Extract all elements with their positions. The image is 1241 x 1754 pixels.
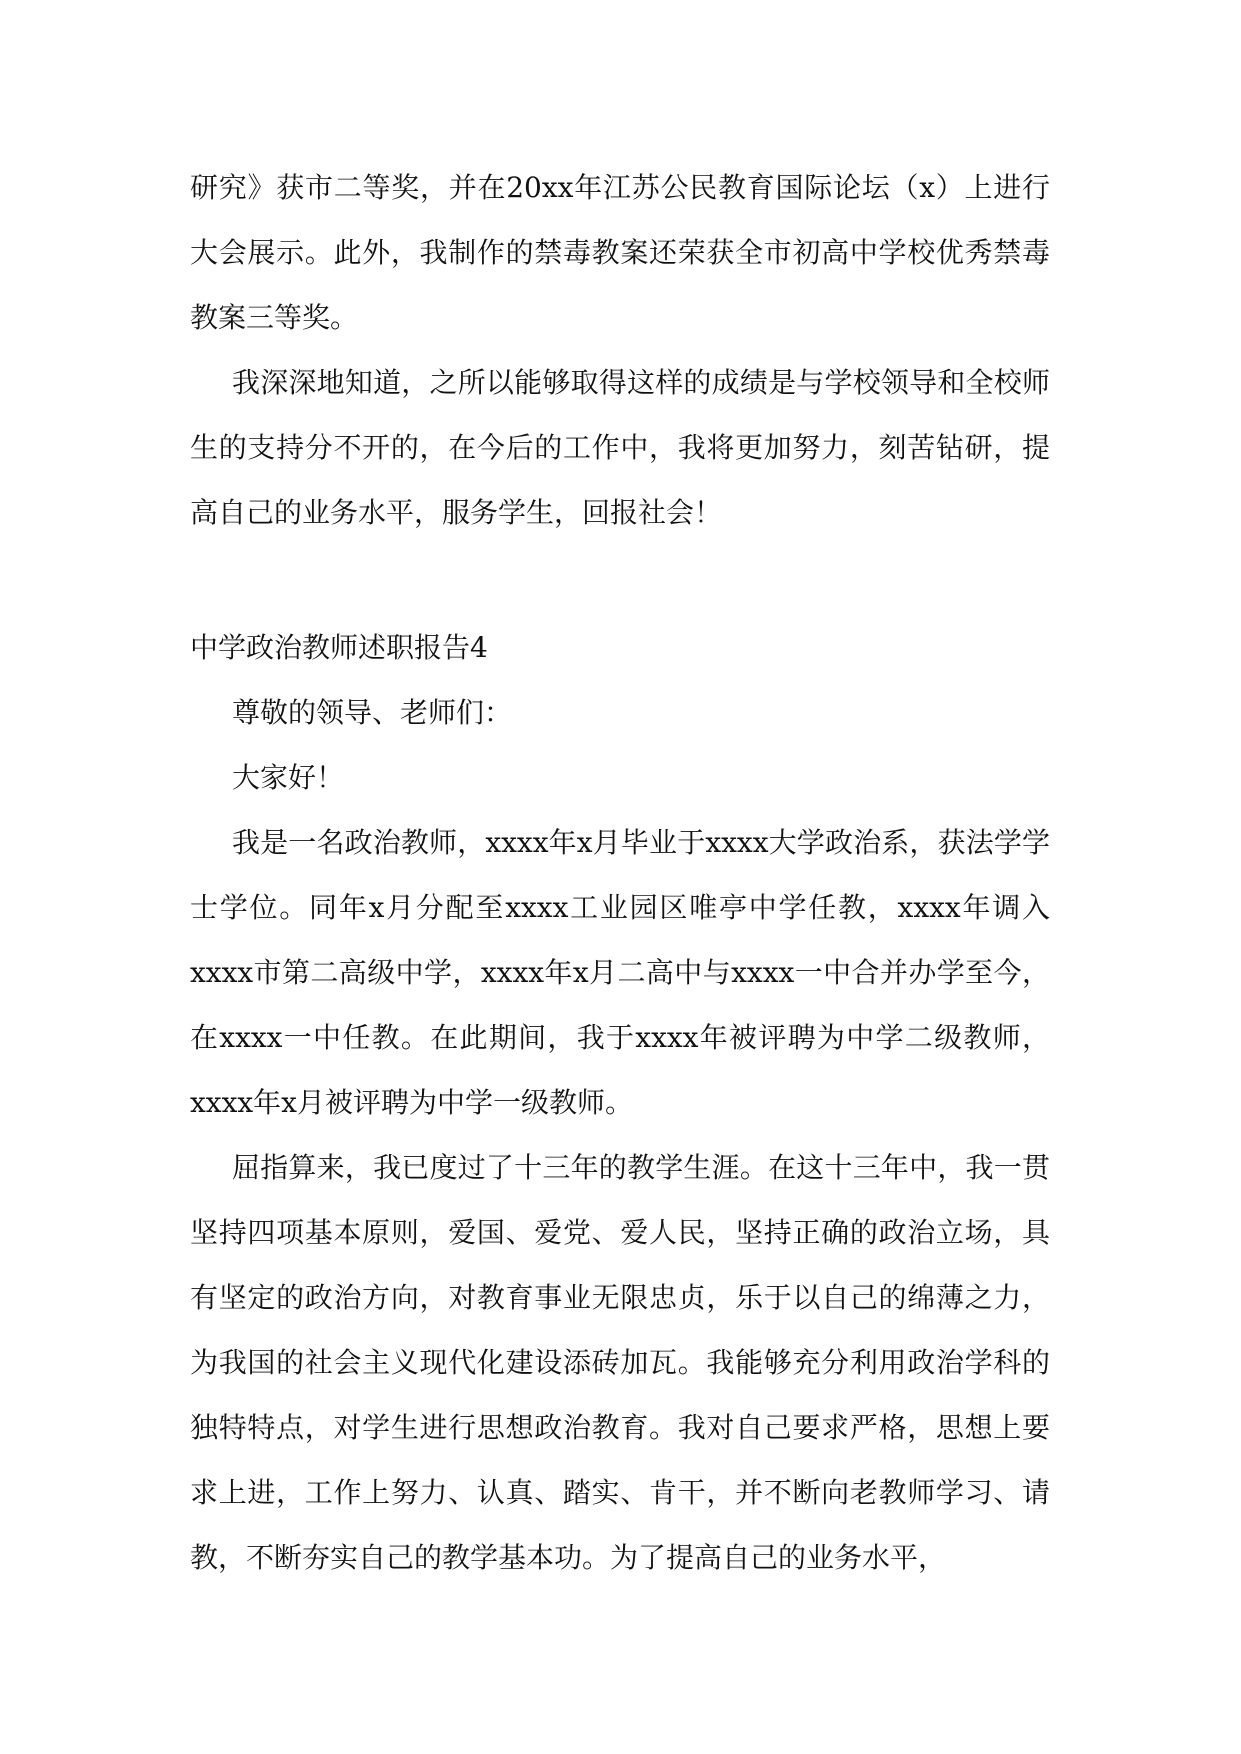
section-spacer: [190, 545, 1050, 615]
section-heading: 中学政治教师述职报告4: [190, 631, 488, 664]
paragraph-award-continuation: 研究》获市二等奖，并在20xx年江苏公民教育国际论坛（x）上进行大会展示。此外，我制作的禁毒教案还荣获全市初高中学校优秀禁毒教案三等奖。: [190, 171, 1050, 334]
document-body: [190, 155, 1050, 1590]
paragraph-career: 屈指算来，我已度过了十三年的教学生涯。在这十三年中，我一贯坚持四项基本原则，爱国、爱党、爱人民，坚持正确的政治立场，具有坚定的政治方向，对教育事业无限忠贞，乐于以自己的绵薄之力，为我国的社会主义现代化建设添砖加瓦。我能够充分利用政治学科的独特特点，对学生进行思想政治教育。我对自己要求严格，思想上要求上进，工作上努力、认真、踏实、肯干，并不断向老教师学习、请教，不断夯实自己的教学基本功。为了提高自己的业务水平，: [190, 1151, 1050, 1574]
greeting-line: 大家好！: [232, 761, 345, 794]
salutation-line: 尊敬的领导、老师们：: [232, 696, 513, 729]
paragraph-gratitude: 我深深地知道，之所以能够取得这样的成绩是与学校领导和全校师生的支持分不开的，在今后的工作中，我将更加努力，刻苦钻研，提高自己的业务水平，服务学生，回报社会！: [190, 366, 1050, 529]
paragraph-background: 我是一名政治教师，xxxx年x月毕业于xxxx大学政治系，获法学学士学位。同年x月分配至xxxx工业园区唯亭中学任教，xxxx年调入xxxx市第二高级中学，xxxx年x月二高中与xxxx一中合并办学至今，在xxxx一中任教。在此期间，我于xxxx年被评聘为中学二级教师，xxxx年x月被评聘为中学一级教师。: [190, 826, 1050, 1119]
